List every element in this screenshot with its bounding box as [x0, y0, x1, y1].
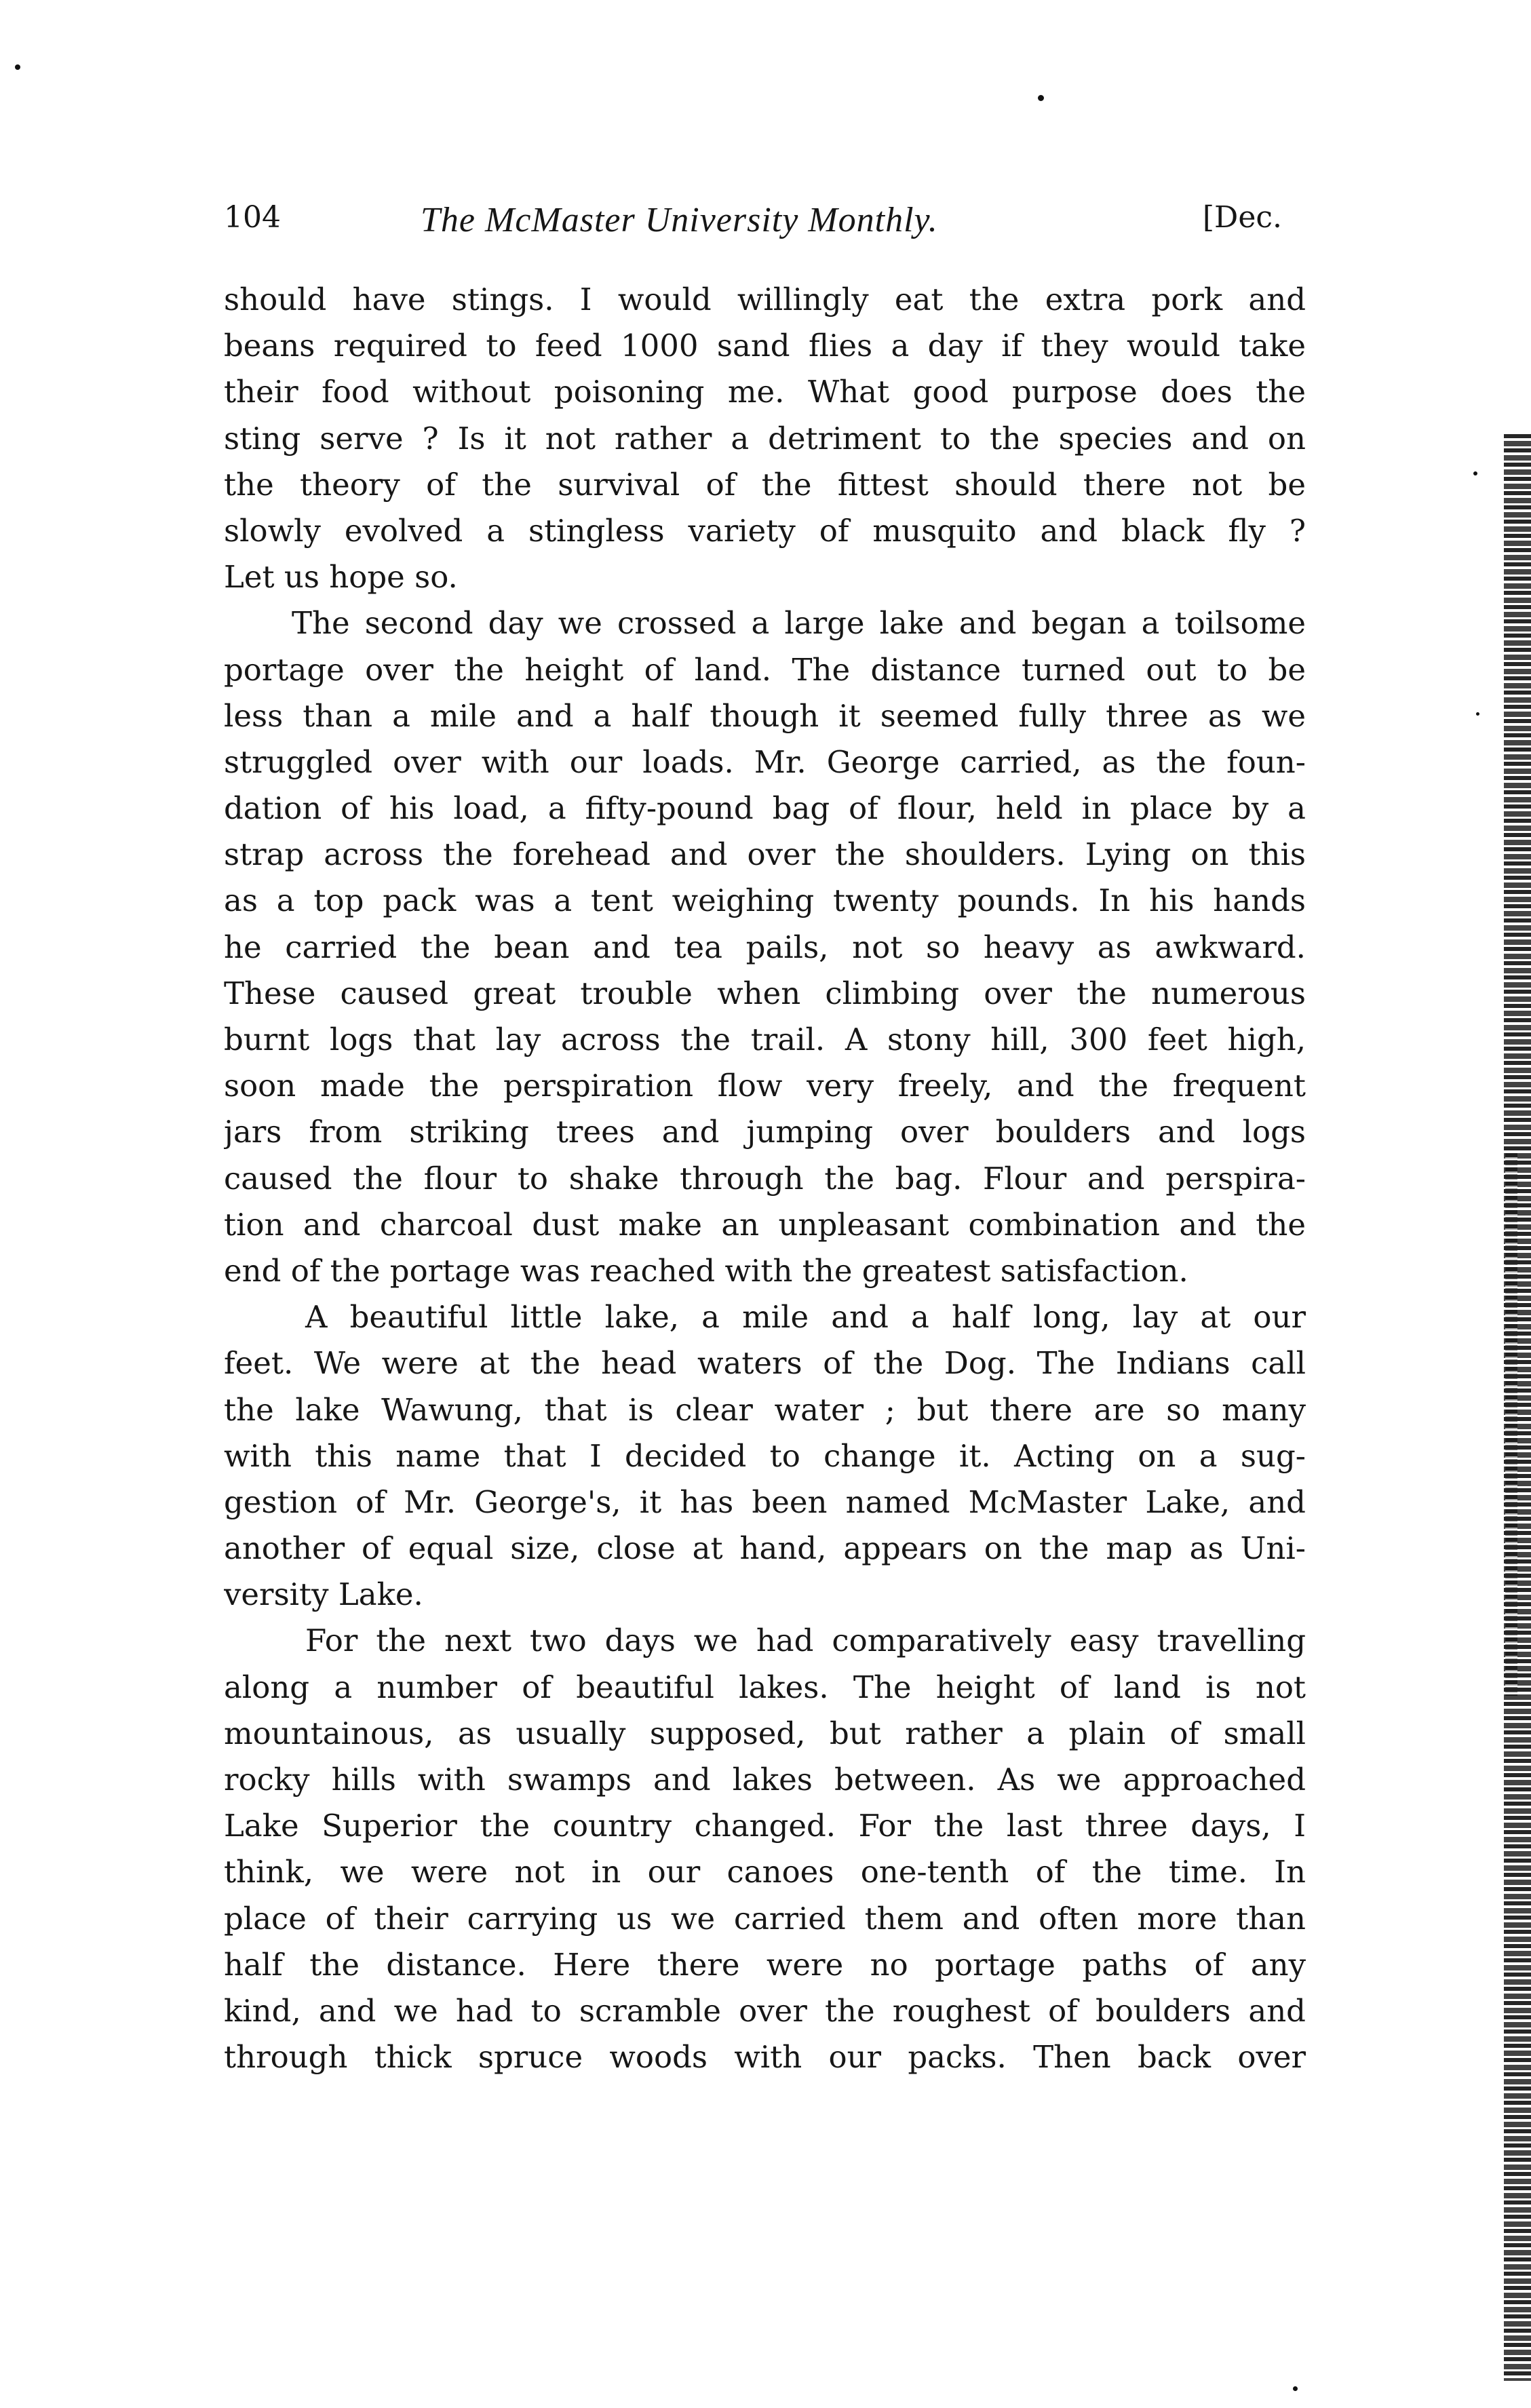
scan-speck — [1293, 2386, 1298, 2391]
text-line: jars from striking trees and jumping over boulders and logs — [224, 1114, 1306, 1150]
text-line: rocky hills with swamps and lakes between. As we approached — [224, 1762, 1306, 1798]
scan-speck — [1476, 712, 1479, 716]
text-line: versity Lake. — [224, 1576, 423, 1613]
text-line: beans required to feed 1000 sand flies a day if they would take — [224, 328, 1306, 364]
text-line: feet. We were at the head waters of the Dog. The Indians call — [224, 1345, 1306, 1382]
text-line: portage over the height of land. The distance turned out to be — [224, 651, 1306, 688]
text-line: along a number of beautiful lakes. The height of land is not — [224, 1669, 1306, 1705]
text-line: the lake Wawung, that is clear water ; but there are so many — [224, 1391, 1306, 1428]
text-line: tion and charcoal dust make an unpleasant combination and the — [224, 1206, 1306, 1243]
scan-speck — [1473, 471, 1477, 475]
text-line: less than a mile and a half though it seemed fully three as we — [224, 697, 1306, 734]
text-line: with this name that I decided to change it. Acting on a sug- — [224, 1437, 1306, 1474]
paragraph-start-line: A beautiful little lake, a mile and a half long, lay at our — [305, 1299, 1306, 1336]
text-line: mountainous, as usually supposed, but rather a plain of small — [224, 1715, 1306, 1751]
page-number: 104 — [224, 200, 281, 235]
text-line: Lake Superior the country changed. For the last three days, I — [224, 1808, 1306, 1844]
text-line: end of the portage was reached with the greatest satisfaction. — [224, 1252, 1188, 1289]
running-title: The McMaster University Monthly. — [421, 201, 938, 239]
text-line: place of their carrying us we carried them and often more than — [224, 1900, 1306, 1937]
paragraph-start-line: For the next two days we had comparatively easy travelling — [305, 1623, 1306, 1659]
text-line: slowly evolved a stingless variety of musquito and black fly ? — [224, 512, 1306, 549]
text-line: strap across the forehead and over the shoulders. Lying on this — [224, 836, 1306, 873]
scan-speck — [1038, 95, 1044, 101]
scan-speck — [15, 64, 20, 70]
text-line: should have stings. I would willingly eat the extra pork and — [224, 281, 1306, 317]
paragraph-start-line: The second day we crossed a large lake and began a toilsome — [292, 605, 1306, 642]
text-line: through thick spruce woods with our packs. Then back over — [224, 2039, 1306, 2076]
header-month: [Dec. — [1202, 200, 1282, 235]
text-line: burnt logs that lay across the trail. A stony hill, 300 feet high, — [224, 1022, 1306, 1057]
text-line: Let us hope so. — [224, 559, 458, 596]
text-line: their food without poisoning me. What good purpose does the — [224, 374, 1306, 410]
page-header — [224, 200, 1309, 254]
text-line: sting serve ? Is it not rather a detriment to the species and on — [224, 420, 1306, 457]
scan-binding-shadow — [1505, 1153, 1517, 1696]
text-line: These caused great trouble when climbing over the numerous — [224, 975, 1306, 1011]
text-line: dation of his load, a fifty-pound bag of flour, held in place by a — [224, 790, 1306, 827]
text-line: half the distance. Here there were no portage paths of any — [224, 1946, 1306, 1983]
text-line: he carried the bean and tea pails, not so heavy as awkward. — [224, 929, 1306, 965]
text-line: kind, and we had to scramble over the roughest of boulders and — [224, 1992, 1306, 2029]
text-line: soon made the perspiration flow very freely, and the frequent — [224, 1068, 1306, 1104]
text-line: the theory of the survival of the fittest should there not be — [224, 466, 1306, 503]
text-line: gestion of Mr. George's, it has been named McMaster Lake, and — [224, 1483, 1306, 1520]
body-text — [224, 277, 1306, 2080]
text-line: struggled over with our loads. Mr. George carried, as the foun- — [224, 743, 1306, 780]
text-line: another of equal size, close at hand, appears on the map as Uni- — [224, 1530, 1306, 1567]
text-line: as a top pack was a tent weighing twenty pounds. In his hands — [224, 882, 1306, 919]
text-line: think, we were not in our canoes one-tenth of the time. In — [224, 1854, 1306, 1890]
text-line: caused the flour to shake through the bag. Flour and perspira- — [224, 1160, 1306, 1197]
